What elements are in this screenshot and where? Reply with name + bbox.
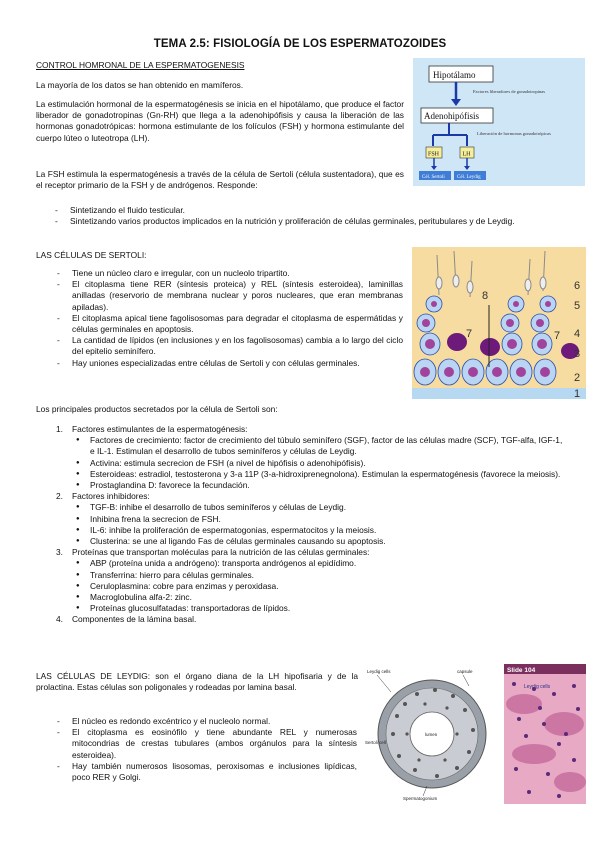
lh-label: LH — [462, 151, 471, 158]
sublist — [76, 502, 566, 547]
products-list — [56, 424, 566, 626]
list-number: 4. — [56, 614, 63, 625]
sertoli-figure — [412, 247, 586, 399]
list-number: 3. — [56, 547, 63, 558]
list-item: - El citoplasma tiene RER (síntesis proteica) y REL (síntesis esteroidea), laminillas anilladas (reservorio de membrana nuclear y poros nucleares, que eran membranas apiladas). — [57, 279, 403, 313]
paragraph-mamiferos: La mayoría de los datos se han obtenido en mamíferos. — [36, 80, 244, 90]
group-label: Proteínas que transportan moléculas para la nutrición de las células germinales: — [72, 547, 370, 558]
section-heading-control: CONTROL HOMRONAL DE LA ESPERMATOGENESIS — [36, 60, 245, 70]
sertoli-list — [57, 268, 403, 369]
list-item — [56, 614, 566, 625]
list-item: - El citoplasma apical tiene fagolisosomas para degradar el citoplasma de espermátidas y células germinales en apoptosis. — [57, 313, 403, 335]
spermatogonium-label: Spermatogonium — [403, 796, 438, 801]
section-heading-sertoli: LAS CÉLULAS DE SERTOLI: — [36, 250, 147, 260]
figure-label: 7 — [554, 330, 561, 342]
list-item: - El citoplasma es eosinófilo y tiene abundante REL y numerosas mitocondrias de crestas tubulares (ambos orgánulos para la síntesis esteroidea). — [57, 727, 357, 761]
lumen-label: lumen — [425, 732, 438, 737]
tubule-figure — [365, 664, 500, 804]
list-item: ● ABP (proteína unida a andrógeno): transporta andrógenos al epidídimo. — [76, 558, 566, 569]
figure-label: 5 — [574, 300, 581, 312]
paragraph-estimulacion: La estimulación hormonal de la espermatogénesis se inicia en el hipotálamo, que produce el factor liberador de gonadotropinas (Gn-RH) que llega a la adenohipófisis y causa la liberación de las hormonas gonadotrópicas: hormona estimulante de los folículos (FSH) y hormona estimulante del cuerpo lúteo o luteotropa (LH). — [36, 99, 404, 143]
hormone-diagram — [413, 58, 585, 186]
sertoli-box-label: Cél. Sertoli — [422, 175, 445, 180]
list-item: ● Clusterina: se une al ligando Fas de células germinales causando su apoptosis. — [76, 536, 566, 547]
list-item: - Hay uniones especializadas entre células de Sertoli y con células germinales. — [57, 358, 403, 369]
capsule-label: capsule — [457, 669, 473, 674]
liberacion-label: Liberación de hormonas gonadotrópicas — [477, 131, 551, 136]
control-list — [55, 205, 565, 227]
list-number: 1. — [56, 424, 63, 434]
list-item: ● Esteroideas: estradiol, testosterona y 3-a 11P (3-a-hidroxiprenegnolona). Estimulan la espermatogénesis (favorece la meiosis). — [76, 469, 566, 480]
group-label: Componentes de la lámina basal. — [72, 614, 197, 625]
leydig-intro: LAS CÉLULAS DE LEYDIG: son el órgano diana de la LH hipofisaria y de la prolactina. Estas células son poligonales y rodeadas por lamina basal. — [36, 671, 358, 693]
paragraph-fsh: La FSH estimula la espermatogénesis a través de la célula de Sertoli (célula sustentadora), que es el receptor primario de la FSH y de andrógenos. Responde: — [36, 169, 404, 191]
leydig-list — [57, 716, 357, 783]
list-item: - Tiene un núcleo claro e irregular, con un nucleolo tripartito. — [57, 268, 403, 279]
leydig-box-label: Cél. Leydig — [457, 175, 481, 180]
group-label: Factores estimulantes de la espermatogénesis: — [72, 424, 248, 434]
list-item: ● Macroglobulina alfa-2: zinc. — [76, 592, 566, 603]
histology-photo — [504, 664, 586, 804]
slide-label: Slide 104 — [507, 667, 536, 674]
figure-label: 4 — [574, 328, 581, 340]
figure-label: 1 — [574, 388, 581, 399]
figure-label: 7 — [466, 328, 473, 340]
list-item: ● Prostaglandina D: favorece la fecundación. — [76, 480, 566, 491]
group-label: Factores inhibidores: — [72, 491, 150, 502]
list-item: ● Proteínas glucosulfatadas: transportadoras de lípidos. — [76, 603, 566, 614]
list-item: ● Transferrina: hierro para células germinales. — [76, 570, 566, 581]
list-item: - La cantidad de lípidos (en inclusiones y en los fagolisosomas) cambia a lo largo del ciclo del epitelio seminífero. — [57, 335, 403, 357]
figure-label: 8 — [482, 290, 489, 302]
list-item — [56, 424, 566, 491]
list-number: 2. — [56, 491, 63, 502]
list-item: - Sintetizando varios productos implicados en la nutrición y proliferación de células germinales, peritubulares y de Leydig. — [55, 216, 565, 227]
list-item — [56, 547, 566, 614]
figure-label: 2 — [574, 372, 581, 384]
sublist — [76, 435, 566, 491]
leydig-cells-label: Leydig cells — [367, 669, 391, 674]
page-title: TEMA 2.5: FISIOLOGÍA DE LOS ESPERMATOZOIDES — [153, 38, 447, 50]
list-item: - Sintetizando el fluido testicular. — [55, 205, 565, 216]
fsh-label: FSH — [428, 151, 440, 158]
list-item: ● Ceruloplasmina: cobre para enzimas y peroxidasa. — [76, 581, 566, 592]
products-intro: Los principales productos secretados por la célula de Sertoli son: — [36, 404, 278, 414]
leydig-photo-label: Leydig cells — [524, 684, 551, 690]
list-item: ● TGF-B: inhibe el desarrollo de tubos seminíferos y células de Leydig. — [76, 502, 566, 513]
list-item — [56, 491, 566, 547]
adenohipofisis-label: Adenohipófisis — [424, 111, 479, 121]
figure-label: 6 — [574, 280, 581, 292]
list-item: ● Inhibina frena la secrecion de FSH. — [76, 514, 566, 525]
sublist — [76, 558, 566, 614]
hipotalamo-label: Hipotálamo — [433, 70, 476, 80]
list-item: - El núcleo es redondo excéntrico y el nucleolo normal. — [57, 716, 357, 727]
list-item: - Hay también numerosos lisosomas, peroxisomas e inclusiones lipídicas, poco RER y Golgi. — [57, 761, 357, 783]
list-item: ● IL-6: inhibe la proliferación de espermatogonias, espermatocitos y la meiosis. — [76, 525, 566, 536]
sertoli-cell-label: Sertoli cell — [365, 740, 386, 745]
factores-label: Factores liberadores de gonadotropinas — [473, 89, 546, 94]
list-item: ● Factores de crecimiento: factor de crecimiento del túbulo seminífero (SGF), factor de las células madre (SCF), TGF-alfa, IGF-1, e IL-1. Estimulan el desarrollo de tubos seminíferos y células de Leydig. — [76, 435, 566, 457]
list-item: ● Activina: estimula secrecion de FSH (a nivel de hipófisis o adenohipófisis). — [76, 458, 566, 469]
figure-label: 3 — [574, 348, 581, 360]
